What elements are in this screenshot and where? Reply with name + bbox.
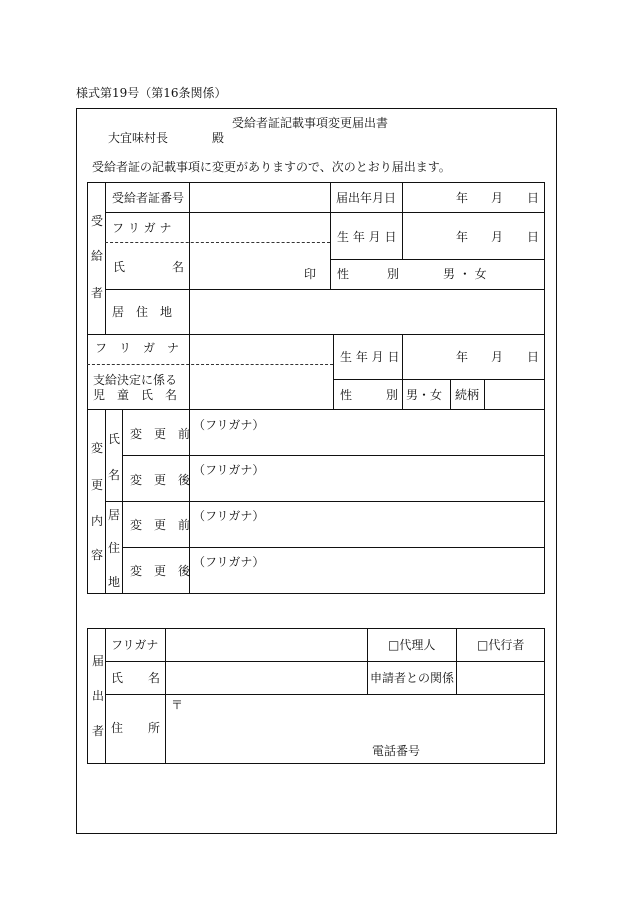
recipient-name-label-a: 氏: [113, 260, 126, 274]
notifier-name-label-a: 氏: [111, 671, 124, 685]
postal-mark: 〒: [171, 698, 184, 712]
name-group-2: 名: [108, 468, 121, 482]
notifier-furigana-label: フリガナ: [111, 638, 159, 652]
birth-month: 月: [491, 230, 504, 244]
address-before-label: 変 更 前: [130, 518, 191, 532]
recipient-sex-label-a: 性: [337, 267, 350, 281]
notifier-side-2: 出: [92, 689, 105, 703]
child-sex-label-b: 別: [386, 388, 399, 402]
notifier-address-label-b: 所: [148, 721, 161, 735]
date-month: 月: [491, 191, 504, 205]
address-after-field[interactable]: [190, 548, 544, 593]
addressee: 大宜味村長: [108, 131, 169, 145]
child-birth-month: 月: [491, 350, 504, 364]
notifier-furigana-field[interactable]: [166, 629, 366, 660]
recipient-furigana-field[interactable]: [190, 213, 329, 241]
name-before-furigana: （フリガナ）: [193, 418, 265, 432]
form-number: 様式第19号（第16条関係）: [76, 86, 227, 100]
form-title: 受給者証記載事項変更届出書: [232, 116, 389, 130]
notifier-name-label-b: 名: [148, 671, 161, 685]
change-side-4: 容: [91, 548, 104, 562]
address-group-1: 居: [108, 508, 121, 522]
child-birth-day: 日: [527, 350, 540, 364]
birth-year: 年: [456, 230, 469, 244]
recipient-sex-options[interactable]: 男 ・ 女: [443, 267, 487, 281]
notifier-name-field[interactable]: [166, 662, 366, 693]
child-sex-label-a: 性: [340, 388, 353, 402]
cert-number-field[interactable]: [190, 183, 329, 211]
proxy-checkbox[interactable]: □代行者: [477, 638, 525, 652]
name-before-label: 変 更 前: [130, 427, 191, 441]
address-after-label: 変 更 後: [130, 564, 191, 578]
notifier-address-label-a: 住: [111, 721, 124, 735]
child-furigana-field[interactable]: [190, 335, 332, 363]
child-label-line2: 児 童 氏 名: [93, 388, 178, 402]
child-relation-label: 続柄: [455, 388, 480, 402]
notifier-address-field[interactable]: [166, 695, 544, 763]
child-sex-options[interactable]: 男・女: [406, 388, 443, 402]
notify-date-label: 届出年月日: [336, 191, 397, 205]
address-before-field[interactable]: [190, 502, 544, 546]
recipient-side-2: 給: [91, 249, 104, 263]
name-after-label: 変 更 後: [130, 473, 191, 487]
recipient-name-field[interactable]: [190, 244, 329, 288]
address-group-2: 住: [108, 541, 121, 555]
birth-day: 日: [527, 230, 540, 244]
name-after-field[interactable]: [190, 456, 544, 500]
relation-label: 申請者との関係: [370, 671, 455, 685]
change-side-3: 内: [91, 514, 104, 528]
change-side-2: 更: [91, 478, 104, 492]
date-day: 日: [527, 191, 540, 205]
recipient-side-1: 受: [91, 214, 104, 228]
name-group-1: 氏: [108, 432, 121, 446]
address-after-furigana: （フリガナ）: [193, 555, 265, 569]
date-year: 年: [456, 191, 469, 205]
agent-checkbox[interactable]: □代理人: [388, 638, 436, 652]
child-birth-label: 生 年 月 日: [340, 350, 400, 364]
child-label-line1: 支給決定に係る: [93, 373, 178, 387]
child-birth-year: 年: [456, 350, 469, 364]
child-name-field[interactable]: [190, 366, 332, 408]
cert-number-label: 受給者証番号: [112, 191, 185, 205]
recipient-birth-label: 生 年 月 日: [337, 230, 397, 244]
relation-field[interactable]: [457, 662, 544, 693]
name-after-furigana: （フリガナ）: [193, 463, 265, 477]
name-before-field[interactable]: [190, 410, 544, 454]
address-group-3: 地: [108, 575, 121, 589]
child-relation-field[interactable]: [485, 380, 544, 408]
phone-label: 電話番号: [372, 744, 421, 758]
address-before-furigana: （フリガナ）: [193, 509, 265, 523]
seal-mark: 印: [304, 267, 317, 281]
notifier-side-3: 者: [92, 724, 105, 738]
recipient-sex-label-b: 別: [387, 267, 400, 281]
notifier-side-1: 届: [92, 654, 105, 668]
recipient-name-label-b: 名: [172, 260, 185, 274]
recipient-furigana-label: フ リ ガ ナ: [112, 221, 172, 235]
intro-text: 受給者証の記載事項に変更がありますので、次のとおり届出ます。: [92, 160, 451, 174]
recipient-address-field[interactable]: [190, 290, 544, 333]
child-furigana-label: フ リ ガ ナ: [95, 341, 180, 355]
change-side-1: 変: [91, 441, 104, 455]
honorific: 殿: [212, 131, 225, 145]
recipient-side-3: 者: [91, 286, 104, 300]
recipient-address-label: 居 住 地: [112, 305, 173, 319]
